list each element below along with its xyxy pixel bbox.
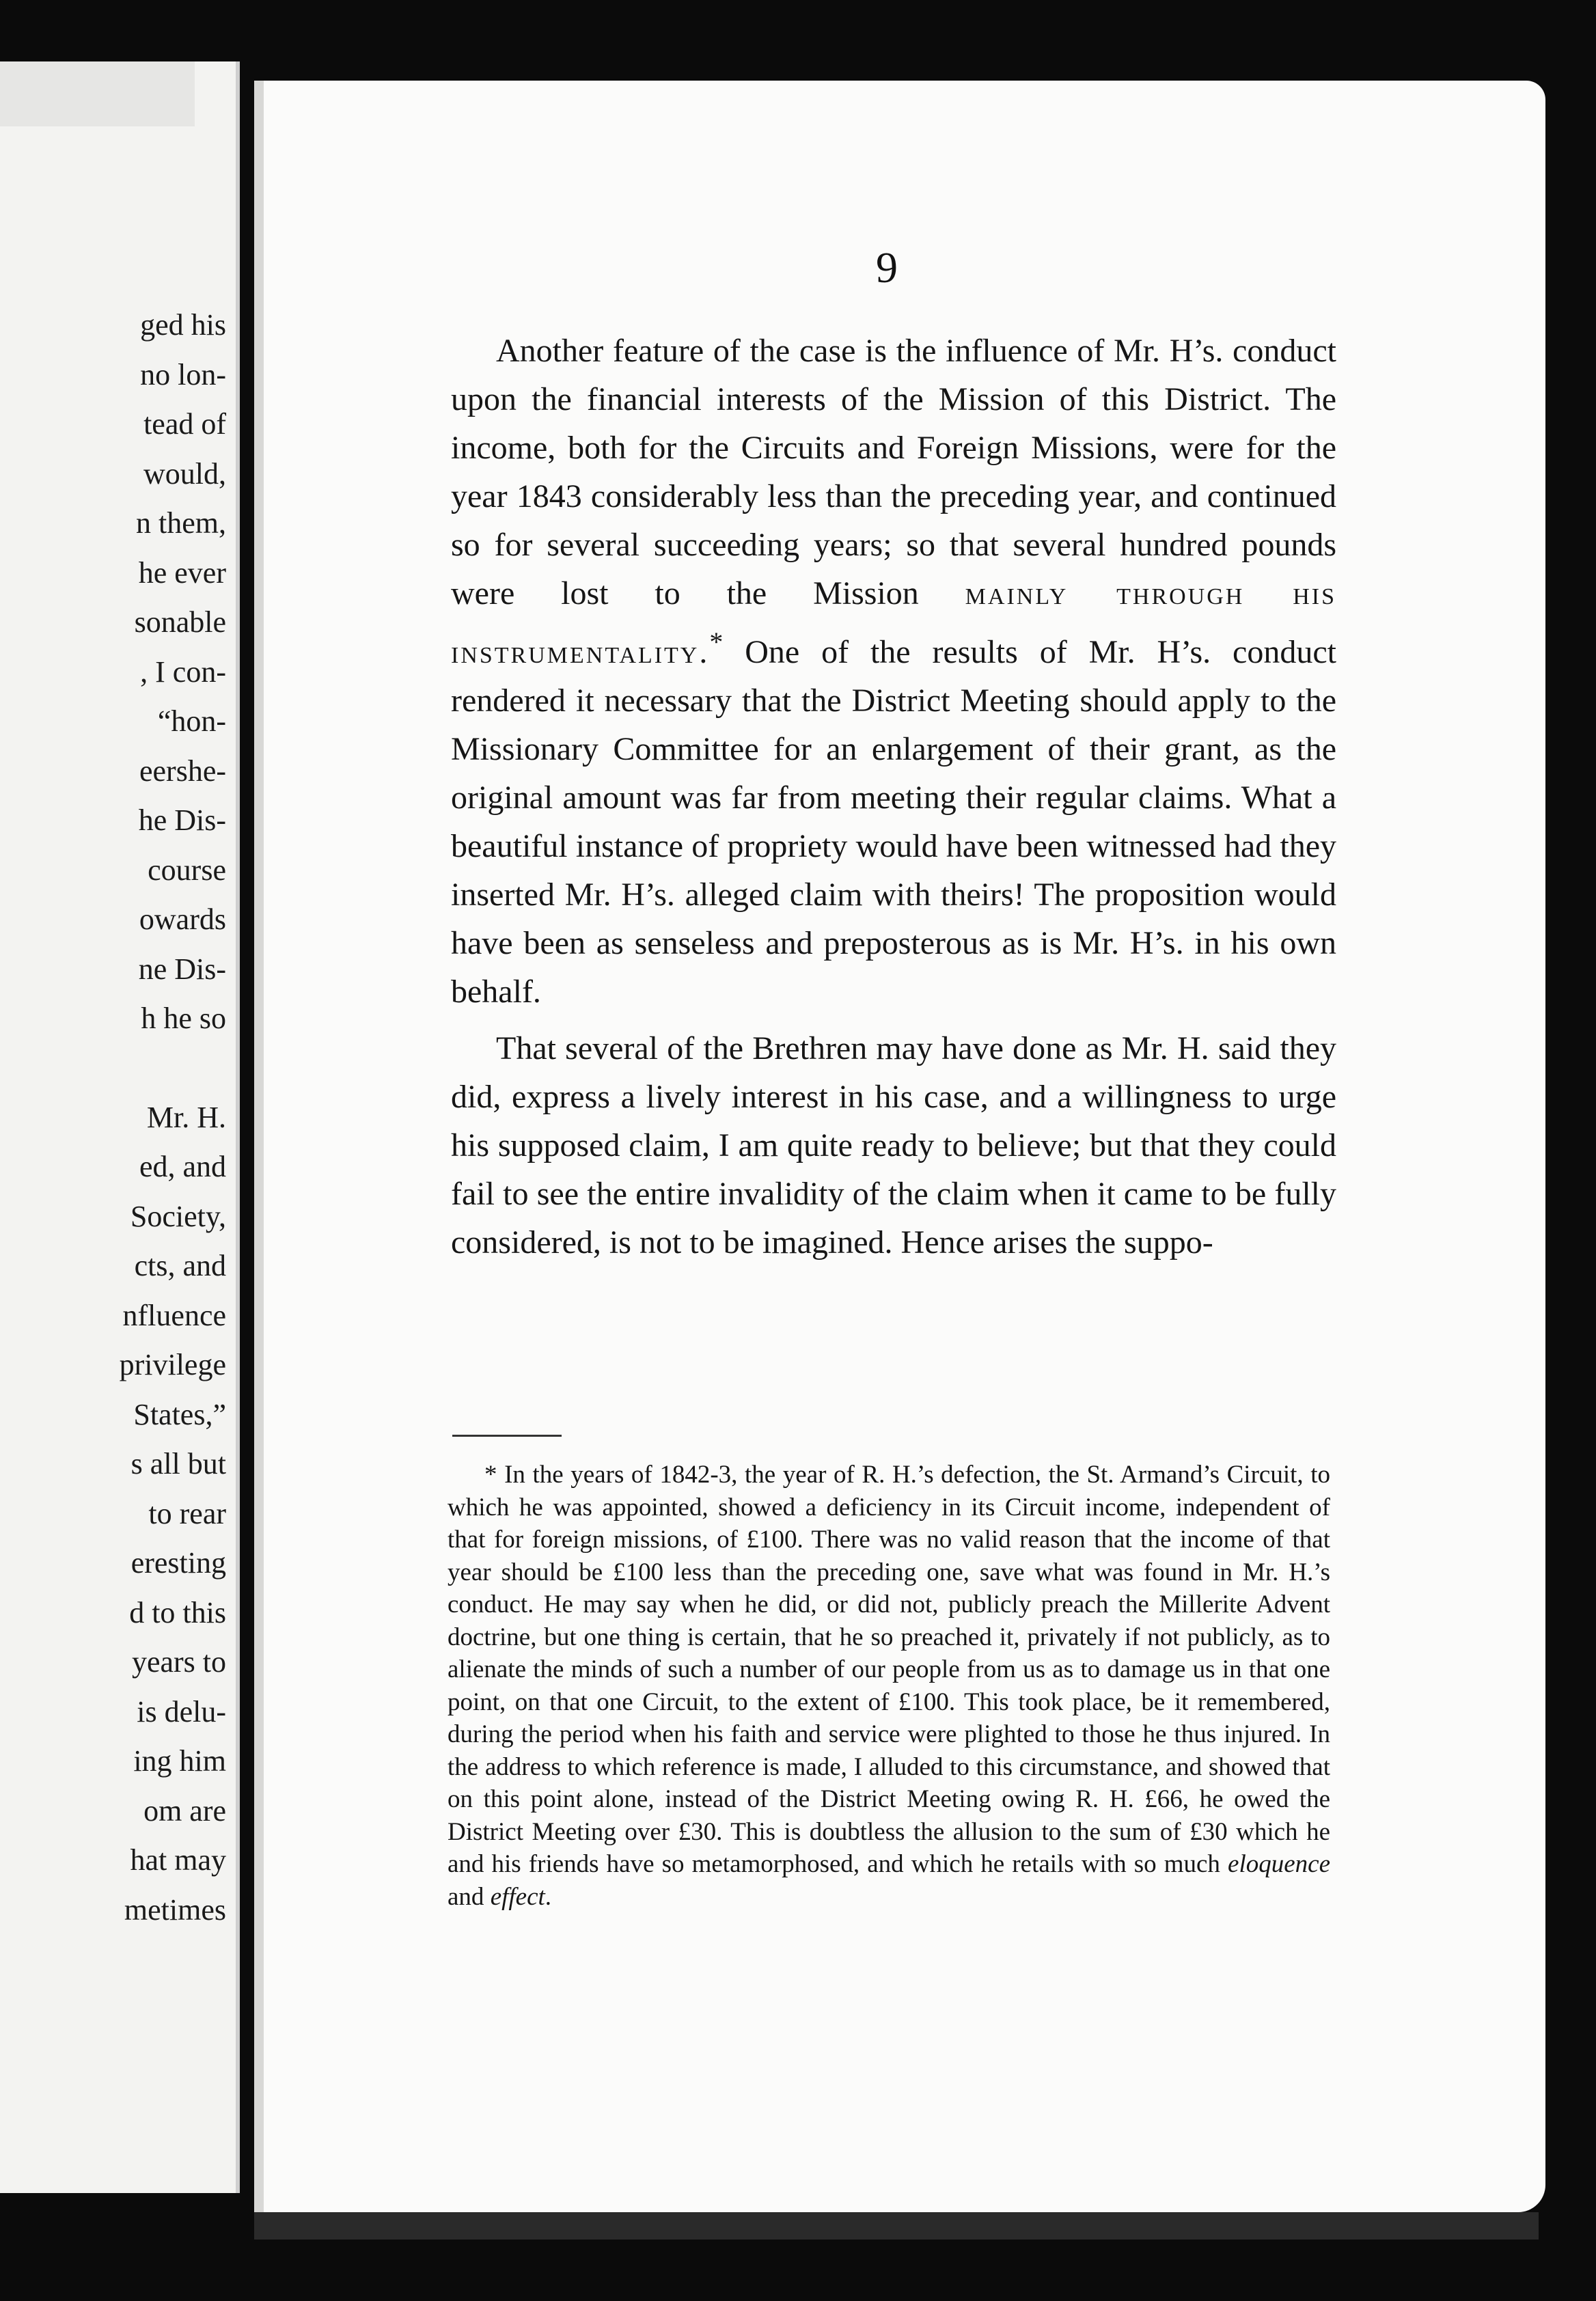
left-line-fragment: States,” — [133, 1397, 226, 1431]
left-line-fragment: , I con- — [140, 655, 226, 689]
left-line-fragment: ne Dis- — [138, 952, 226, 986]
footnote-rule — [452, 1435, 562, 1437]
left-line-fragment: tead of — [143, 407, 226, 441]
left-line-fragment: s all but — [130, 1447, 226, 1480]
left-line-fragment: nfluence — [122, 1298, 226, 1332]
left-line-fragment: n them, — [136, 506, 226, 540]
left-line-fragment: Society, — [130, 1199, 226, 1233]
left-line-fragment: would, — [143, 456, 226, 491]
left-line-fragment — [120, 1044, 226, 1093]
page-number: 9 — [876, 243, 898, 292]
left-line-fragment: he ever — [138, 555, 226, 590]
left-line-fragment: cts, and — [134, 1249, 226, 1282]
left-line-fragment: sonable — [134, 605, 226, 639]
footnote-italic-effect: effect — [490, 1882, 545, 1911]
footnote-and: and — [448, 1882, 491, 1911]
left-line-fragment: “hon- — [157, 704, 226, 738]
page-bottom-shadow — [254, 2212, 1539, 2240]
left-page-edge — [0, 61, 240, 2193]
footnote-italic-eloquence: eloquence — [1228, 1850, 1330, 1878]
left-line-fragment: eershe- — [139, 754, 226, 788]
left-line-fragment: d to this — [129, 1595, 226, 1629]
left-line-fragment: no lon- — [140, 357, 226, 391]
left-line-fragment: owards — [139, 903, 226, 936]
paragraph-1 — [451, 327, 1336, 1016]
left-line-fragment: privilege — [119, 1348, 226, 1381]
footnote — [448, 1459, 1330, 1913]
paragraph-1-part-1: Another feature of the case is the influence of Mr. H’s. conduct upon the financial interests of the Mission of this District. The income, both for the Circuits and Foreign Missions, were for the year 1843 considerably less than the preceding year, and continued so for several succeeding years; so that several hundred pounds were lost to the Mission — [451, 333, 1336, 611]
left-line-fragment: course — [148, 853, 226, 887]
left-page-tab — [0, 61, 195, 126]
left-line-fragment: ing him — [133, 1744, 226, 1778]
left-line-fragment: ed, and — [139, 1150, 226, 1183]
footnote-text: * In the years of 1842-3, the year of R. H.’s defection, the St. Armand’s Circuit, to which he was appointed, showed a deficiency in its Circuit income, independent of that for foreign missions, of £100. There was no valid reason that the income of that year should be £100 less than the preceding one, save what was found in Mr. H.’s conduct. He may say when he did, or did not, publicly preach the Millerite Advent doctrine, but one thing is certain, that he so preached it, privately if not publicly, as to alienate the minds of such a number of our people from us as to damage us in that one point, on that one Circuit, to the extent of £100. This took place, be it remembered, during the period when his faith and service were plighted to those he thus injured. In the address to which reference is made, I alluded to this circumstance, and showed that on this point alone, instead of the District Meeting owing R. H. £66, he owed the District Meeting over £30. This is doubtless the allusion to the sum of £30 which he and his friends have so metamorphosed, and which he retails with so much — [448, 1461, 1330, 1878]
footnote-end: . — [545, 1882, 552, 1911]
emphasis-small-caps: mainly through his instrumentality. — [451, 575, 1336, 670]
left-line-fragment: metimes — [124, 1892, 226, 1927]
left-line-fragment: om are — [143, 1793, 226, 1828]
paragraph-1-part-2: One of the results of Mr. H’s. conduct rendered it necessary that the District Meeting should apply to the Missionary Committee for an enlargement of their grant, as the original amount was far from meeting their regular claims. What a beautiful instance of propriety would have been witnessed had they inserted Mr. H’s. alleged claim with theirs! The proposition would have been as senseless and preposterous as is Mr. H’s. in his own behalf. — [451, 634, 1336, 1010]
footnote-marker: * — [709, 626, 724, 657]
left-line-fragment: is delu- — [137, 1694, 226, 1728]
paragraph-2: That several of the Brethren may have done as Mr. H. said they did, express a lively interest in his case, and a willingness to urge his supposed claim, I am quite ready to believe; but that they could fail to see the entire invalidity of the claim when it came to be fully considered, is not to be imagined. Hence arises the suppo- — [451, 1030, 1336, 1260]
left-page-text — [120, 301, 226, 1935]
left-line-fragment: ged his — [140, 308, 226, 342]
left-line-fragment: years to — [131, 1645, 226, 1679]
left-line-fragment: hat may — [130, 1843, 226, 1877]
left-line-fragment: eresting — [130, 1546, 226, 1580]
left-line-fragment: he Dis- — [138, 803, 226, 837]
left-line-fragment: Mr. H. — [146, 1100, 226, 1134]
body-text — [451, 327, 1336, 1267]
left-line-fragment: h he so — [141, 1002, 226, 1035]
left-line-fragment: to rear — [148, 1496, 226, 1530]
